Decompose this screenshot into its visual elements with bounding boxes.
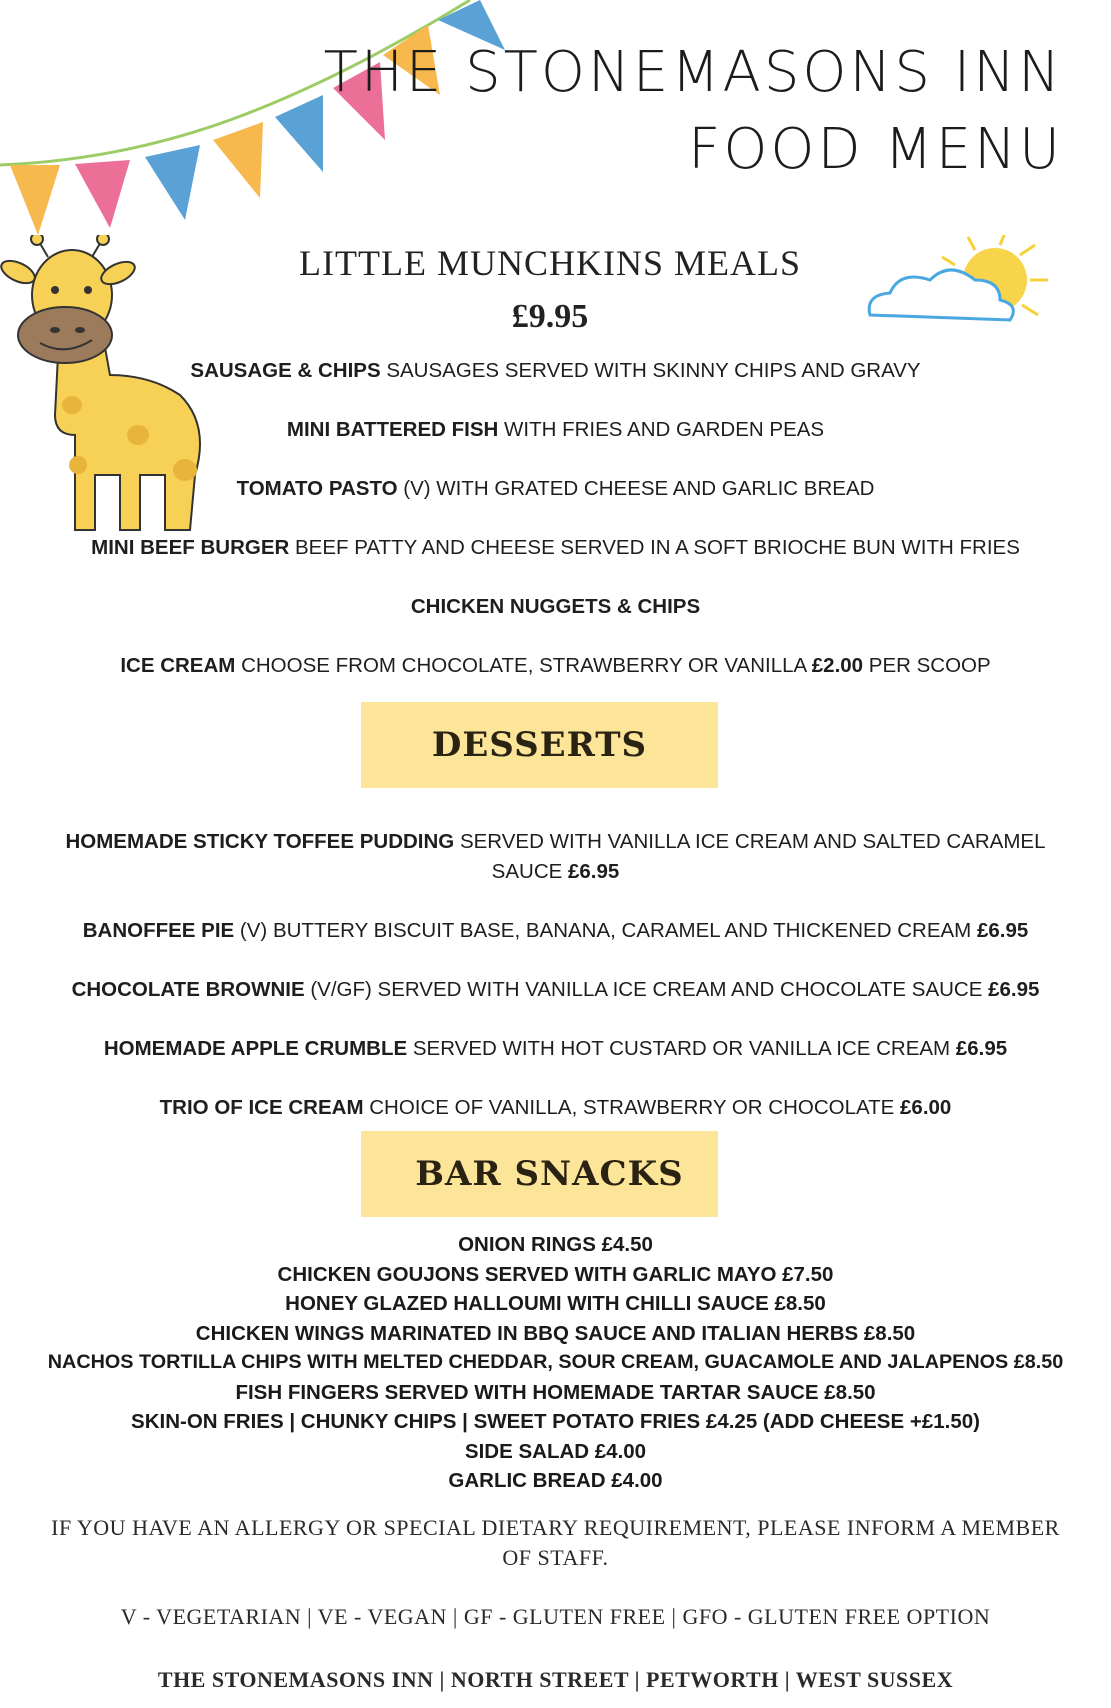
- kids-item: [0, 474, 1111, 504]
- kids-item: [0, 592, 1111, 622]
- kids-item: [0, 415, 1111, 445]
- item-desc: CHOOSE FROM CHOCOLATE, STRAWBERRY OR VANILLA: [235, 654, 812, 677]
- item-desc: SERVED WITH HOT CUSTARD OR VANILLA ICE CREAM: [407, 1037, 956, 1060]
- restaurant-title: THE STONEMASONS INN: [323, 40, 1063, 105]
- item-price: £6.95: [988, 978, 1040, 1001]
- item-name: TRIO OF ICE CREAM: [159, 1096, 364, 1119]
- item-name: BANOFFEE PIE: [82, 919, 235, 942]
- item-name: CHOCOLATE BROWNIE: [71, 978, 305, 1001]
- dessert-item: [0, 975, 1111, 1005]
- dietary-key: V - VEGETARIAN | VE - VEGAN | GF - GLUTEN FREE | GFO - GLUTEN FREE OPTION: [120, 1604, 991, 1629]
- dessert-item: [0, 1034, 1111, 1064]
- item-suffix: PER SCOOP: [863, 654, 991, 677]
- snack-item: NACHOS TORTILLA CHIPS WITH MELTED CHEDDAR, SOUR CREAM, GUACAMOLE AND JALAPENOS £8.50: [47, 1351, 1064, 1373]
- address-footer: THE STONEMASONS INN | NORTH STREET | PETWORTH | WEST SUSSEX: [157, 1667, 954, 1692]
- snack-item: HONEY GLAZED HALLOUMI WITH CHILLI SAUCE £8.50: [285, 1292, 826, 1315]
- item-name: SAUSAGE & CHIPS: [190, 359, 381, 382]
- snack-item: ONION RINGS £4.50: [458, 1233, 653, 1256]
- dessert-item: [50, 827, 1061, 887]
- item-name: ICE CREAM: [120, 654, 236, 677]
- item-name: MINI BATTERED FISH: [286, 418, 499, 441]
- item-desc: (V/GF) SERVED WITH VANILLA ICE CREAM AND CHOCOLATE SAUCE: [304, 978, 989, 1001]
- item-price: £6.00: [900, 1096, 952, 1119]
- dessert-item: [0, 916, 1111, 946]
- item-desc: SERVED WITH VANILLA ICE CREAM AND SALTED CARAMEL SAUCE: [454, 830, 1046, 883]
- snack-item: CHICKEN GOUJONS SERVED WITH GARLIC MAYO £7.50: [277, 1262, 834, 1286]
- item-price: £6.95: [976, 919, 1029, 942]
- item-price: £6.95: [568, 860, 620, 883]
- item-price: £6.95: [955, 1037, 1008, 1060]
- item-desc: (V) WITH GRATED CHEESE AND GARLIC BREAD: [397, 477, 875, 500]
- item-name: HOMEMADE APPLE CRUMBLE: [103, 1037, 408, 1060]
- snack-item: FISH FINGERS SERVED WITH HOMEMADE TARTAR SAUCE £8.50: [235, 1380, 876, 1404]
- item-name: MINI BEEF BURGER: [91, 536, 290, 559]
- item-desc: WITH FRIES AND GARDEN PEAS: [498, 418, 825, 441]
- snack-item: CHICKEN WINGS MARINATED IN BBQ SAUCE AND ITALIAN HERBS £8.50: [195, 1321, 916, 1345]
- kids-item: [0, 533, 1111, 563]
- item-name: HOMEMADE STICKY TOFFEE PUDDING: [65, 830, 455, 853]
- item-desc: BEEF PATTY AND CHEESE SERVED IN A SOFT BRIOCHE BUN WITH FRIES: [289, 536, 1020, 559]
- menu-title: FOOD MENU: [688, 117, 1063, 182]
- snack-item: SIDE SALAD £4.00: [464, 1439, 647, 1463]
- kids-item: [0, 356, 1111, 386]
- snack-item: GARLIC BREAD £4.00: [448, 1469, 663, 1492]
- item-name: TOMATO PASTO: [236, 477, 398, 500]
- dessert-item: [0, 1093, 1111, 1123]
- kids-ice-cream: [0, 651, 1111, 681]
- item-desc: (V) BUTTERY BISCUIT BASE, BANANA, CARAMEL AND THICKENED CREAM: [234, 919, 977, 942]
- item-price: £2.00: [811, 654, 864, 677]
- item-name: CHICKEN NUGGETS & CHIPS: [410, 595, 701, 618]
- snack-item: SKIN-ON FRIES | CHUNKY CHIPS | SWEET POTATO FRIES £4.25 (ADD CHEESE +£1.50): [131, 1410, 980, 1433]
- bunting-decoration: [0, 0, 520, 240]
- item-desc: SAUSAGES SERVED WITH SKINNY CHIPS AND GRAVY: [380, 359, 921, 382]
- kids-section-heading: LITTLE MUNCHKINS MEALS: [299, 243, 801, 283]
- item-desc: CHOICE OF VANILLA, STRAWBERRY OR CHOCOLATE: [363, 1096, 901, 1119]
- allergy-notice-cont: OF STAFF.: [502, 1545, 609, 1570]
- allergy-notice: IF YOU HAVE AN ALLERGY OR SPECIAL DIETARY REQUIREMENT, PLEASE INFORM A MEMBER: [51, 1515, 1060, 1540]
- bar-snacks-heading: BAR SNACKS: [361, 1131, 718, 1217]
- kids-meal-price: £9.95: [511, 298, 589, 335]
- desserts-heading: DESSERTS: [361, 702, 718, 788]
